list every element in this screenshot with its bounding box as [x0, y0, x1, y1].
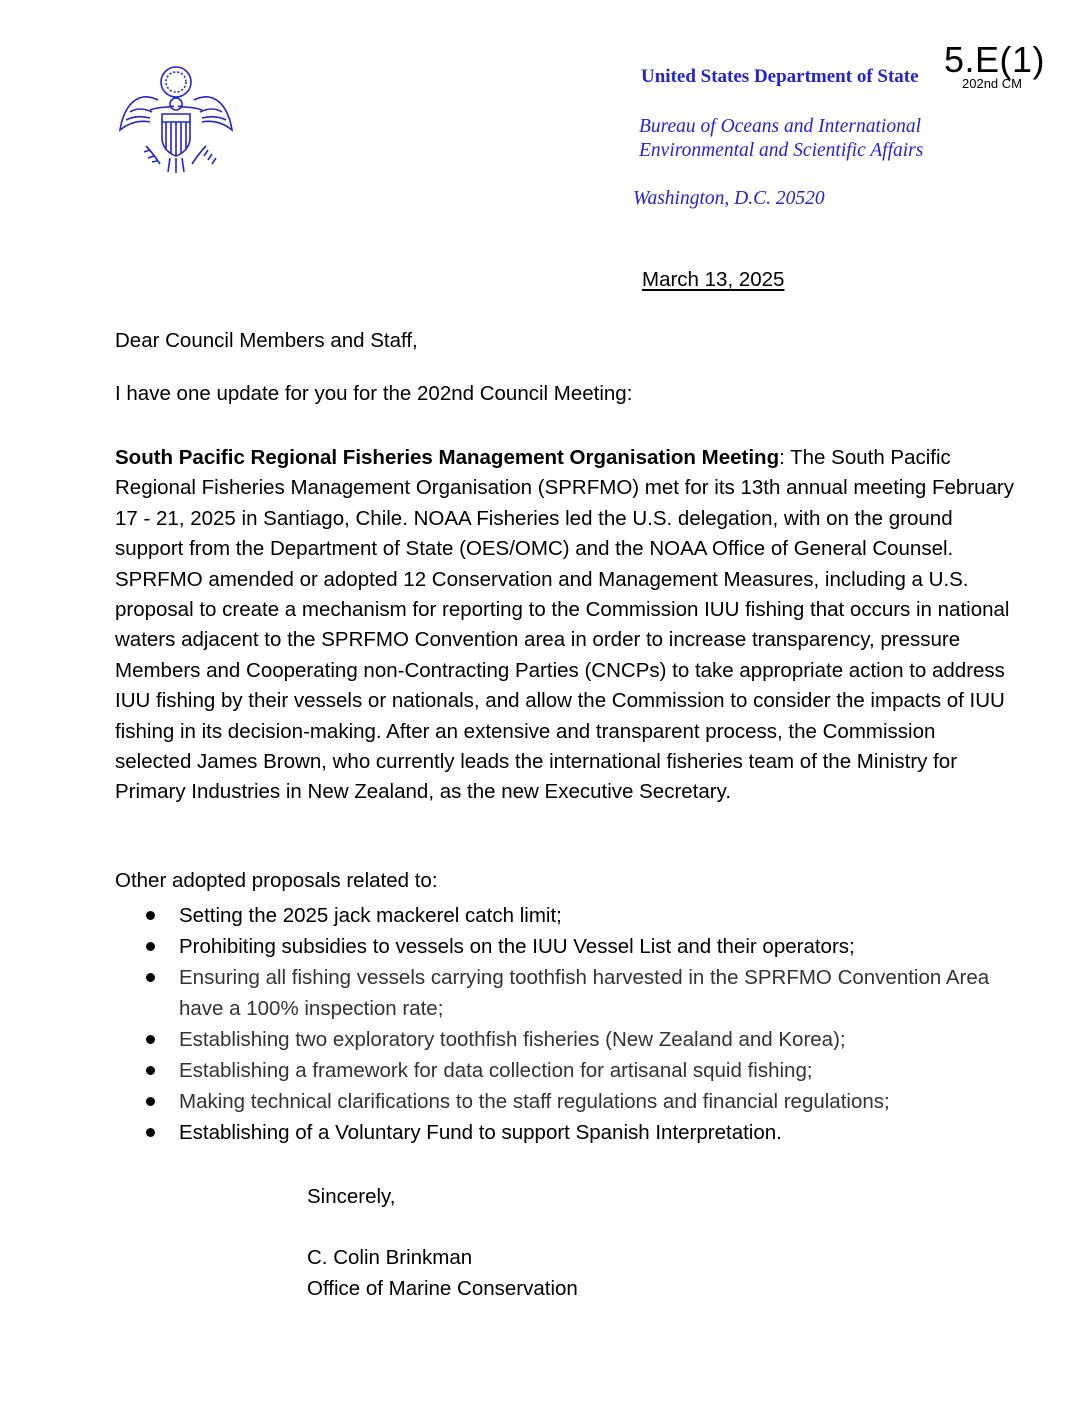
signature-block	[307, 1242, 578, 1304]
intro-paragraph: I have one update for you for the 202nd Council Meeting:	[115, 382, 633, 405]
department-name: United States Department of State	[641, 66, 919, 87]
list-item: Ensuring all fishing vessels carrying toothfish harvested in the SPRFMO Convention Area have a 100% inspection rate;	[115, 962, 1015, 1024]
body-paragraph-text: : The South Pacific Regional Fisheries Management Organisation (SPRFMO) met for its 13th annual meeting February 17 - 21, 2025 in Santiago, Chile. NOAA Fisheries led the U.S. delegation, with on the ground support from the Department of State (OES/OMC) and the NOAA Office of General Counsel. SPRFMO amended or adopted 12 Conservation and Management Measures, including a U.S. proposal to create a mechanism for reporting to the Commission IUU fishing that occurs in national waters adjacent to the SPRFMO Convention area in order to increase transparency, pressure Members and Cooperating non-Contracting Parties (CNCPs) to take appropriate action to address IUU fishing by their vessels or nationals, and allow the Commission to consider the impacts of IUU fishing in its decision-making. After an extensive and transparent process, the Commission selected James Brown, who currently leads the international fisheries team of the Ministry for Primary Industries in New Zealand, as the new Executive Secretary.	[115, 446, 1014, 804]
bullet-icon	[146, 1097, 155, 1106]
signer-office: Office of Marine Conservation	[307, 1277, 578, 1300]
bullet-icon	[146, 973, 155, 982]
salutation: Dear Council Members and Staff,	[115, 329, 418, 352]
agenda-meeting-label: 202nd CM	[962, 76, 1022, 91]
bureau-line-1: Bureau of Oceans and International	[639, 116, 921, 137]
great-seal-icon	[116, 60, 236, 175]
bullet-icon	[146, 1035, 155, 1044]
other-proposals-intro: Other adopted proposals related to:	[115, 869, 438, 892]
list-item: Setting the 2025 jack mackerel catch limit;	[115, 900, 1015, 931]
bureau-line-2: Environmental and Scientific Affairs	[639, 140, 924, 161]
body-paragraph	[115, 443, 1015, 808]
letterhead-city: Washington, D.C. 20520	[633, 188, 825, 209]
bullet-icon	[146, 911, 155, 920]
bullet-icon	[146, 1066, 155, 1075]
list-item: Establishing of a Voluntary Fund to support Spanish Interpretation.	[115, 1117, 1015, 1148]
list-item: Establishing a framework for data collection for artisanal squid fishing;	[115, 1055, 1015, 1086]
agenda-item-number: 5.E(1)	[944, 39, 1046, 80]
signer-name: C. Colin Brinkman	[307, 1246, 473, 1269]
list-item: Making technical clarifications to the staff regulations and financial regulations;	[115, 1086, 1015, 1117]
proposals-list	[115, 900, 1015, 1148]
closing: Sincerely,	[307, 1185, 396, 1208]
bullet-icon	[146, 942, 155, 951]
letter-date: March 13, 2025	[642, 268, 785, 291]
bureau-name	[639, 115, 923, 163]
list-item: Prohibiting subsidies to vessels on the IUU Vessel List and their operators;	[115, 931, 1015, 962]
body-paragraph-heading: South Pacific Regional Fisheries Management Organisation Meeting	[115, 446, 780, 469]
bullet-icon	[146, 1128, 155, 1137]
list-item: Establishing two exploratory toothfish fisheries (New Zealand and Korea);	[115, 1024, 1015, 1055]
